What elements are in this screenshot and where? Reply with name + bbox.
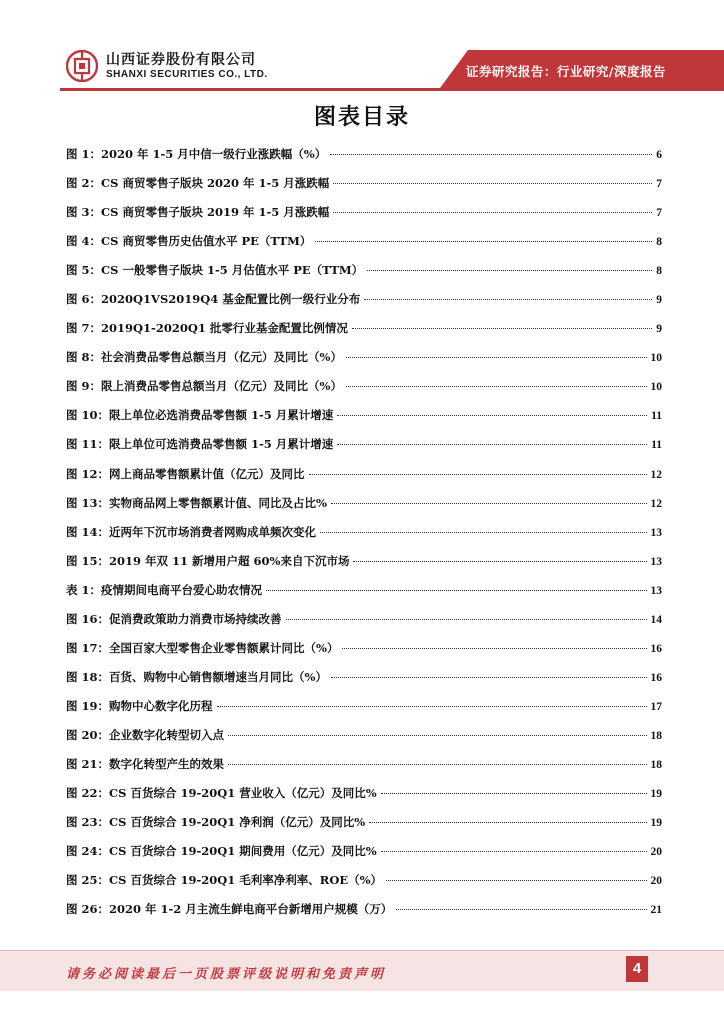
- toc-dot-leader: [266, 590, 646, 591]
- toc-entry-title: CS 商贸零售历史估值水平 PE（TTM）: [101, 234, 312, 249]
- toc-entry-label: 图 9：: [66, 379, 102, 394]
- toc-entry-label: 图 17：: [66, 640, 110, 655]
- toc-entry-label: 图 15：: [66, 553, 110, 568]
- toc-entry-page: 9: [656, 294, 662, 307]
- toc-entry-page: 11: [651, 439, 662, 452]
- toc-entry-title: 2020Q1VS2019Q4 基金配置比例一级行业分布: [101, 292, 361, 307]
- toc-entry-label: 图 8：: [66, 350, 102, 365]
- toc-entry-title: CS 一般零售子版块 1-5 月估值水平 PE（TTM）: [101, 263, 364, 278]
- toc-entry-title: CS 商贸零售子版块 2019 年 1-5 月涨跌幅: [101, 205, 330, 220]
- toc-dot-leader: [320, 532, 646, 533]
- toc-dot-leader: [286, 619, 647, 620]
- toc-entry[interactable]: [66, 347, 662, 376]
- toc-entry[interactable]: [66, 493, 662, 522]
- toc-entry-title: 限上消费品零售总额当月（亿元）及同比（%）: [101, 379, 342, 394]
- table-of-figures: [66, 144, 662, 928]
- toc-entry-title: 近两年下沉市场消费者网购成单频次变化: [109, 524, 317, 539]
- toc-entry-page: 11: [651, 410, 662, 423]
- toc-entry-label: 图 6：: [66, 292, 102, 307]
- toc-entry-page: 6: [656, 149, 662, 161]
- toc-entry-title: CS 商贸零售子版块 2020 年 1-5 月涨跌幅: [101, 176, 330, 191]
- report-type-label: 证券研究报告：行业研究/深度报告: [465, 64, 666, 79]
- toc-dot-leader: [315, 241, 652, 242]
- toc-dot-leader: [342, 648, 646, 649]
- toc-entry-title: 购物中心数字化历程: [109, 698, 213, 713]
- toc-dot-leader: [331, 503, 647, 504]
- toc-dot-leader: [337, 415, 647, 416]
- toc-entry[interactable]: [66, 638, 662, 667]
- toc-entry[interactable]: [66, 318, 662, 347]
- toc-entry[interactable]: [66, 144, 662, 173]
- toc-entry-page: 20: [650, 875, 662, 888]
- toc-entry-page: 18: [650, 729, 662, 742]
- company-name-cn: 山西证券股份有限公司: [106, 51, 256, 68]
- toc-entry-page: 8: [656, 265, 662, 278]
- toc-entry-page: 12: [650, 497, 662, 510]
- toc-entry-label: 图 2：: [66, 176, 102, 191]
- toc-dot-leader: [367, 270, 652, 271]
- toc-entry-title: 百货、购物中心销售额增速当月同比（%）: [109, 669, 327, 684]
- toc-entry-title: CS 百货综合 19-20Q1 营业收入（亿元）及同比%: [109, 786, 377, 801]
- header-divider: [60, 88, 724, 91]
- toc-entry-page: 21: [650, 904, 662, 917]
- company-name-en: SHANXI SECURITIES CO., LTD.: [106, 68, 268, 80]
- toc-entry[interactable]: [66, 754, 662, 783]
- toc-entry-title: 数字化转型产生的效果: [109, 756, 225, 771]
- toc-entry-title: 实物商品网上零售额累计值、同比及占比%: [109, 495, 327, 510]
- toc-entry-page: 10: [650, 352, 662, 365]
- toc-entry-label: 图 4：: [66, 234, 102, 249]
- toc-entry-page: 10: [650, 381, 662, 394]
- toc-dot-leader: [333, 212, 652, 213]
- toc-entry[interactable]: [66, 464, 662, 493]
- toc-dot-leader: [228, 764, 646, 765]
- toc-entry-title: CS 百货综合 19-20Q1 净利润（亿元）及同比%: [109, 815, 366, 830]
- toc-dot-leader: [333, 183, 652, 184]
- toc-dot-leader: [228, 735, 646, 736]
- page-title: 图表目录: [313, 105, 410, 130]
- toc-entry[interactable]: [66, 812, 662, 841]
- toc-entry-page: 20: [650, 846, 662, 859]
- toc-entry[interactable]: [66, 725, 662, 754]
- toc-entry-page: 19: [650, 788, 662, 801]
- toc-entry-page: 16: [650, 671, 662, 684]
- toc-dot-leader: [346, 386, 647, 387]
- toc-dot-leader: [337, 444, 647, 445]
- toc-dot-leader: [386, 880, 646, 881]
- toc-entry-label: 图 26：: [66, 902, 110, 917]
- toc-entry-page: 16: [650, 642, 662, 655]
- toc-dot-leader: [364, 299, 652, 300]
- toc-entry-page: 12: [650, 468, 662, 481]
- company-logo: [66, 50, 268, 82]
- toc-entry-page: 19: [650, 817, 662, 830]
- toc-entry-title: 2019Q1-2020Q1 批零行业基金配置比例情况: [101, 321, 348, 336]
- toc-entry-title: 限上单位可选消费品零售额 1-5 月累计增速: [109, 437, 334, 452]
- toc-entry[interactable]: [66, 405, 662, 434]
- toc-entry-title: CS 百货综合 19-20Q1 毛利率净利率、ROE（%）: [109, 873, 383, 888]
- toc-entry-title: 网上商品零售额累计值（亿元）及同比: [109, 466, 305, 481]
- company-logo-icon: [66, 50, 98, 82]
- toc-entry-title: 限上单位必选消费品零售额 1-5 月累计增速: [109, 408, 334, 423]
- toc-entry-label: 图 24：: [66, 844, 110, 859]
- footer-disclaimer: 请务必阅读最后一页股票评级说明和免责声明: [66, 967, 387, 982]
- toc-entry-title: 2020 年 1-2 月主流生鲜电商平台新增用户规模（万）: [109, 902, 393, 917]
- toc-entry-label: 图 5：: [66, 263, 102, 278]
- toc-entry-label: 图 13：: [66, 495, 110, 510]
- toc-entry[interactable]: [66, 870, 662, 899]
- toc-entry-title: 社会消费品零售总额当月（亿元）及同比（%）: [101, 350, 342, 365]
- toc-entry-page: 14: [650, 613, 662, 626]
- toc-entry-page: 7: [656, 178, 662, 191]
- toc-entry[interactable]: [66, 783, 662, 812]
- toc-entry[interactable]: [66, 522, 662, 551]
- toc-entry-label: 图 3：: [66, 205, 102, 220]
- toc-entry-page: 18: [650, 758, 662, 771]
- toc-dot-leader: [369, 822, 646, 823]
- toc-entry-label: 表 1：: [66, 582, 102, 597]
- toc-dot-leader: [330, 154, 652, 155]
- toc-dot-leader: [381, 793, 647, 794]
- toc-entry-label: 图 19：: [66, 698, 110, 713]
- toc-entry-label: 图 1：: [66, 147, 102, 161]
- toc-entry[interactable]: [66, 551, 662, 580]
- toc-entry-title: 企业数字化转型切入点: [109, 727, 225, 742]
- toc-entry[interactable]: [66, 609, 662, 638]
- toc-entry[interactable]: [66, 696, 662, 725]
- toc-dot-leader: [381, 851, 647, 852]
- toc-entry-label: 图 22：: [66, 786, 110, 801]
- toc-entry-label: 图 20：: [66, 727, 110, 742]
- toc-dot-leader: [346, 357, 647, 358]
- toc-entry[interactable]: [66, 289, 662, 318]
- toc-entry-title: CS 百货综合 19-20Q1 期间费用（亿元）及同比%: [109, 844, 377, 859]
- toc-entry-page: 9: [656, 323, 662, 336]
- toc-entry[interactable]: [66, 231, 662, 260]
- toc-entry[interactable]: [66, 260, 662, 289]
- toc-entry-title: 全国百家大型零售企业零售额累计同比（%）: [109, 640, 339, 655]
- toc-entry-title: 疫情期间电商平台爱心助农情况: [101, 582, 263, 597]
- toc-dot-leader: [309, 474, 647, 475]
- toc-entry-label: 图 21：: [66, 756, 110, 771]
- toc-entry[interactable]: [66, 841, 662, 870]
- toc-entry[interactable]: [66, 580, 662, 609]
- toc-entry[interactable]: [66, 173, 662, 202]
- toc-dot-leader: [396, 909, 646, 910]
- toc-entry-label: 图 23：: [66, 815, 110, 830]
- toc-dot-leader: [331, 677, 647, 678]
- toc-entry-label: 图 25：: [66, 873, 110, 888]
- toc-entry-label: 图 10：: [66, 408, 110, 423]
- toc-entry-title: 2020 年 1-5 月中信一级行业涨跌幅（%）: [101, 147, 327, 161]
- toc-entry-page: 13: [650, 555, 662, 568]
- toc-dot-leader: [353, 561, 646, 562]
- toc-dot-leader: [352, 328, 652, 329]
- toc-entry[interactable]: [66, 899, 662, 928]
- toc-entry[interactable]: [66, 434, 662, 463]
- toc-entry-label: 图 18：: [66, 669, 110, 684]
- toc-entry-page: 17: [650, 700, 662, 713]
- toc-entry-title: 2019 年双 11 新增用户超 60%来自下沉市场: [109, 553, 350, 568]
- toc-entry[interactable]: [66, 202, 662, 231]
- page-number: 4: [626, 956, 648, 982]
- toc-entry-page: 8: [656, 236, 662, 249]
- toc-entry-page: 7: [656, 207, 662, 220]
- toc-entry-label: 图 11：: [66, 437, 110, 452]
- toc-entry-page: 13: [650, 584, 662, 597]
- toc-entry-label: 图 12：: [66, 466, 110, 481]
- toc-entry[interactable]: [66, 667, 662, 696]
- toc-entry-title: 促消费政策助力消费市场持续改善: [109, 611, 282, 626]
- toc-entry-label: 图 7：: [66, 321, 102, 336]
- page-header: [0, 0, 724, 100]
- toc-entry-label: 图 14：: [66, 524, 110, 539]
- toc-entry-page: 13: [650, 526, 662, 539]
- toc-entry[interactable]: [66, 376, 662, 405]
- toc-dot-leader: [217, 706, 647, 707]
- toc-entry-label: 图 16：: [66, 611, 110, 626]
